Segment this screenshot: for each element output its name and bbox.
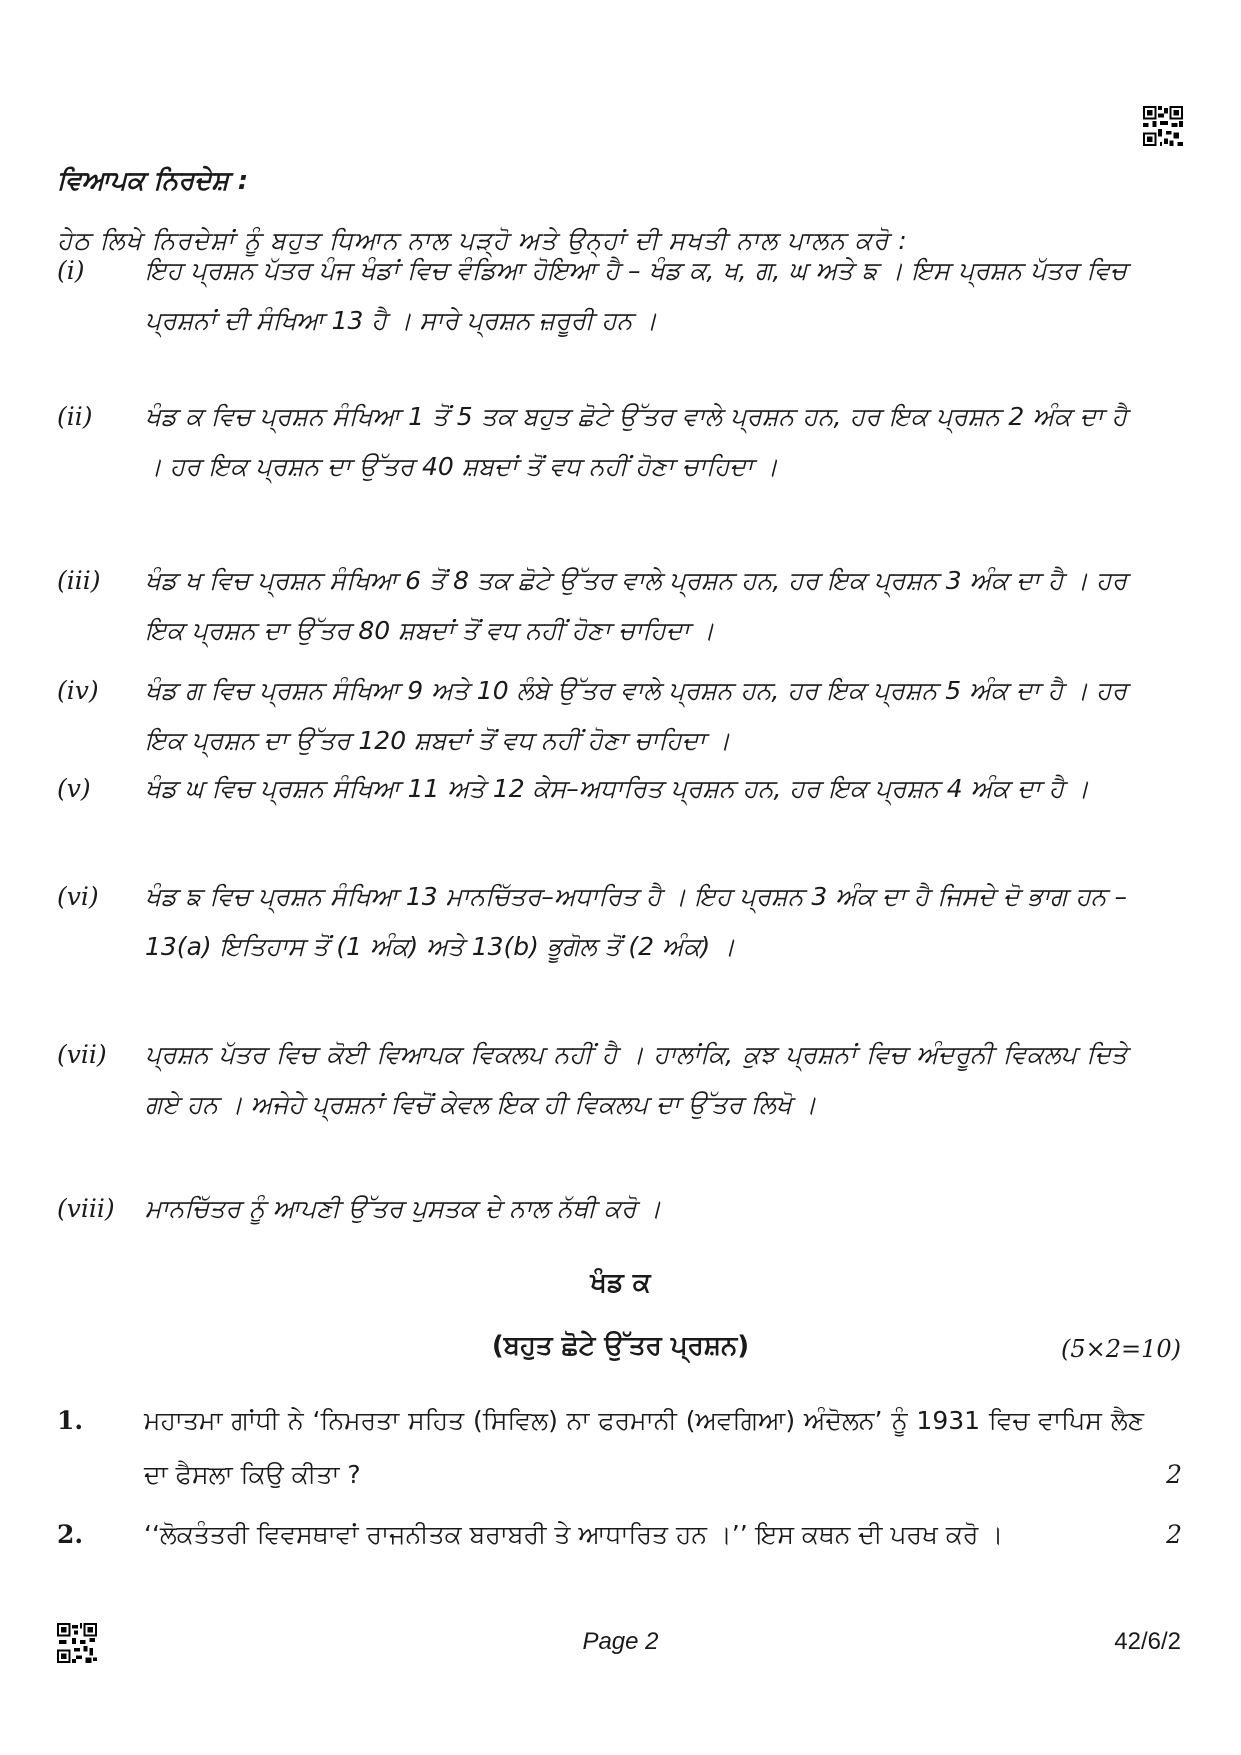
instruction-item	[57, 872, 1127, 972]
question-item	[57, 1394, 1182, 1502]
question-text: ਮਹਾਤਮਾ ਗਾਂਧੀ ਨੇ ‘ਨਿਮਰਤਾ ਸਹਿਤ (ਸਿਵਿਲ) ਨਾ ਫਰਮਾਨੀ (ਅਵਗਿਆ) ਅੰਦੋਲਨ’ ਨੂੰ 1931 ਵਿਚ ਵਾਪਿਸ ਲੈਣ ਦਾ ਫੈਸਲਾ ਕਿਉ ਕੀਤਾ ?	[144, 1406, 1144, 1489]
instruction-text: ਖੰਡ ਙ ਵਿਚ ਪ੍ਰਸ਼ਨ ਸੰਖਿਆ 13 ਮਾਨਚਿੱਤਰ–ਅਧਾਰਿਤ ਹੈ । ਇਹ ਪ੍ਰਸ਼ਨ 3 ਅੰਕ ਦਾ ਹੈ ਜਿਸਦੇ ਦੋ ਭਾਗ ਹਨ – 13(a) ਇਤਿਹਾਸ ਤੋਂ (1 ਅੰਕ) ਅਤੇ 13(b) ਭੂਗੋਲ ਤੋਂ (2 ਅੰਕ) ।	[145, 882, 1127, 961]
question-number: 1.	[57, 1406, 84, 1435]
question-item	[57, 1508, 1182, 1562]
instruction-text: ਖੰਡ ਖ ਵਿਚ ਪ੍ਰਸ਼ਨ ਸੰਖਿਆ 6 ਤੋਂ 8 ਤਕ ਛੋਟੇ ਉੱਤਰ ਵਾਲੇ ਪ੍ਰਸ਼ਨ ਹਨ, ਹਰ ਇਕ ਪ੍ਰਸ਼ਨ 3 ਅੰਕ ਦਾ ਹੈ । ਹਰ ਇਕ ਪ੍ਰਸ਼ਨ ਦਾ ਉੱਤਰ 80 ਸ਼ਬਦਾਂ ਤੋਂ ਵਧ ਨਹੀਂ ਹੋਣਾ ਚਾਹਿਦਾ ।	[145, 566, 1127, 645]
instructions-intro: ਹੇਠ ਲਿਖੇ ਨਿਰਦੇਸ਼ਾਂ ਨੂੰ ਬਹੁਤ ਧਿਆਨ ਨਾਲ ਪੜ੍ਹੋ ਅਤੇ ਉਨ੍ਹਾਂ ਦੀ ਸਖਤੀ ਨਾਲ ਪਾਲਨ ਕਰੋ :	[57, 226, 908, 255]
question-marks: 2	[1166, 1460, 1182, 1489]
instruction-item	[57, 764, 1127, 814]
question-marks: 2	[1166, 1520, 1182, 1549]
instruction-item	[57, 666, 1127, 766]
instruction-number: (v)	[57, 774, 91, 803]
general-instructions-heading: ਵਿਆਪਕ ਨਿਰਦੇਸ਼ :	[57, 166, 249, 196]
instruction-number: (viii)	[57, 1194, 115, 1223]
section-subtitle: (ਬਹੁਤ ਛੋਟੇ ਉੱਤਰ ਪ੍ਰਸ਼ਨ)	[491, 1331, 750, 1361]
instruction-text: ਮਾਨਚਿੱਤਰ ਨੂੰ ਆਪਣੀ ਉੱਤਰ ਪੁਸਤਕ ਦੇ ਨਾਲ ਨੱਥੀ ਕਰੋ ।	[145, 1194, 662, 1223]
instruction-text: ਇਹ ਪ੍ਰਸ਼ਨ ਪੱਤਰ ਪੰਜ ਖੰਡਾਂ ਵਿਚ ਵੰਡਿਆ ਹੋਇਆ ਹੈ – ਖੰਡ ਕ, ਖ, ਗ, ਘ ਅਤੇ ਙ । ਇਸ ਪ੍ਰਸ਼ਨ ਪੱਤਰ ਵਿਚ ਪ੍ਰਸ਼ਨਾਂ ਦੀ ਸੰਖਿਆ 13 ਹੈ । ਸਾਰੇ ਪ੍ਰਸ਼ਨ ਜ਼ਰੂਰੀ ਹਨ ।	[145, 256, 1127, 335]
instruction-item	[57, 392, 1127, 492]
question-number: 2.	[57, 1520, 84, 1549]
question-text: ‘‘ਲੋਕਤੰਤਰੀ ਵਿਵਸਥਾਵਾਂ ਰਾਜਨੀਤਕ ਬਰਾਬਰੀ ਤੇ ਆਧਾਰਿਤ ਹਨ ।’’ ਇਸ ਕਥਨ ਦੀ ਪਰਖ ਕਰੋ ।	[144, 1520, 1004, 1549]
page-number: Page 2	[582, 1628, 659, 1655]
instruction-item	[57, 1030, 1127, 1130]
instruction-text: ਪ੍ਰਸ਼ਨ ਪੱਤਰ ਵਿਚ ਕੋਈ ਵਿਆਪਕ ਵਿਕਲਪ ਨਹੀਂ ਹੈ । ਹਾਲਾਂਕਿ, ਕੁਝ ਪ੍ਰਸ਼ਨਾਂ ਵਿਚ ਅੰਦਰੂਨੀ ਵਿਕਲਪ ਦਿਤੇ ਗਏ ਹਨ । ਅਜੇਹੇ ਪ੍ਰਸ਼ਨਾਂ ਵਿਚੋਂ ਕੇਵਲ ਇਕ ਹੀ ਵਿਕਲਪ ਦਾ ਉੱਤਰ ਲਿਖੋ ।	[145, 1040, 1127, 1119]
qr-code-icon	[1143, 106, 1183, 146]
instruction-number: (vi)	[57, 882, 99, 911]
instruction-text: ਖੰਡ ਗ ਵਿਚ ਪ੍ਰਸ਼ਨ ਸੰਖਿਆ 9 ਅਤੇ 10 ਲੰਬੇ ਉੱਤਰ ਵਾਲੇ ਪ੍ਰਸ਼ਨ ਹਨ, ਹਰ ਇਕ ਪ੍ਰਸ਼ਨ 5 ਅੰਕ ਦਾ ਹੈ । ਹਰ ਇਕ ਪ੍ਰਸ਼ਨ ਦਾ ਉੱਤਰ 120 ਸ਼ਬਦਾਂ ਤੋਂ ਵਧ ਨਹੀਂ ਹੋਣਾ ਚਾਹਿਦਾ ।	[145, 676, 1127, 755]
instruction-number: (i)	[57, 256, 85, 285]
instruction-item	[57, 556, 1127, 656]
section-title: ਖੰਡ ਕ	[590, 1268, 651, 1298]
instruction-number: (iii)	[57, 566, 101, 595]
paper-code: 42/6/2	[1114, 1628, 1181, 1655]
instruction-text: ਖੰਡ ਕ ਵਿਚ ਪ੍ਰਸ਼ਨ ਸੰਖਿਆ 1 ਤੋਂ 5 ਤਕ ਬਹੁਤ ਛੋਟੇ ਉੱਤਰ ਵਾਲੇ ਪ੍ਰਸ਼ਨ ਹਨ, ਹਰ ਇਕ ਪ੍ਰਸ਼ਨ 2 ਅੰਕ ਦਾ ਹੈ । ਹਰ ਇਕ ਪ੍ਰਸ਼ਨ ਦਾ ਉੱਤਰ 40 ਸ਼ਬਦਾਂ ਤੋਂ ਵਧ ਨਹੀਂ ਹੋਣਾ ਚਾਹਿਦਾ ।	[145, 402, 1127, 481]
instruction-text: ਖੰਡ ਘ ਵਿਚ ਪ੍ਰਸ਼ਨ ਸੰਖਿਆ 11 ਅਤੇ 12 ਕੇਸ–ਅਧਾਰਿਤ ਪ੍ਰਸ਼ਨ ਹਨ, ਹਰ ਇਕ ਪ੍ਰਸ਼ਨ 4 ਅੰਕ ਦਾ ਹੈ ।	[145, 774, 1089, 803]
instruction-number: (iv)	[57, 676, 99, 705]
instruction-number: (ii)	[57, 402, 93, 431]
instruction-number: (vii)	[57, 1040, 107, 1069]
instruction-item	[57, 1184, 1127, 1234]
instruction-item	[57, 246, 1127, 346]
section-marks: (5×2=10)	[1060, 1335, 1181, 1363]
